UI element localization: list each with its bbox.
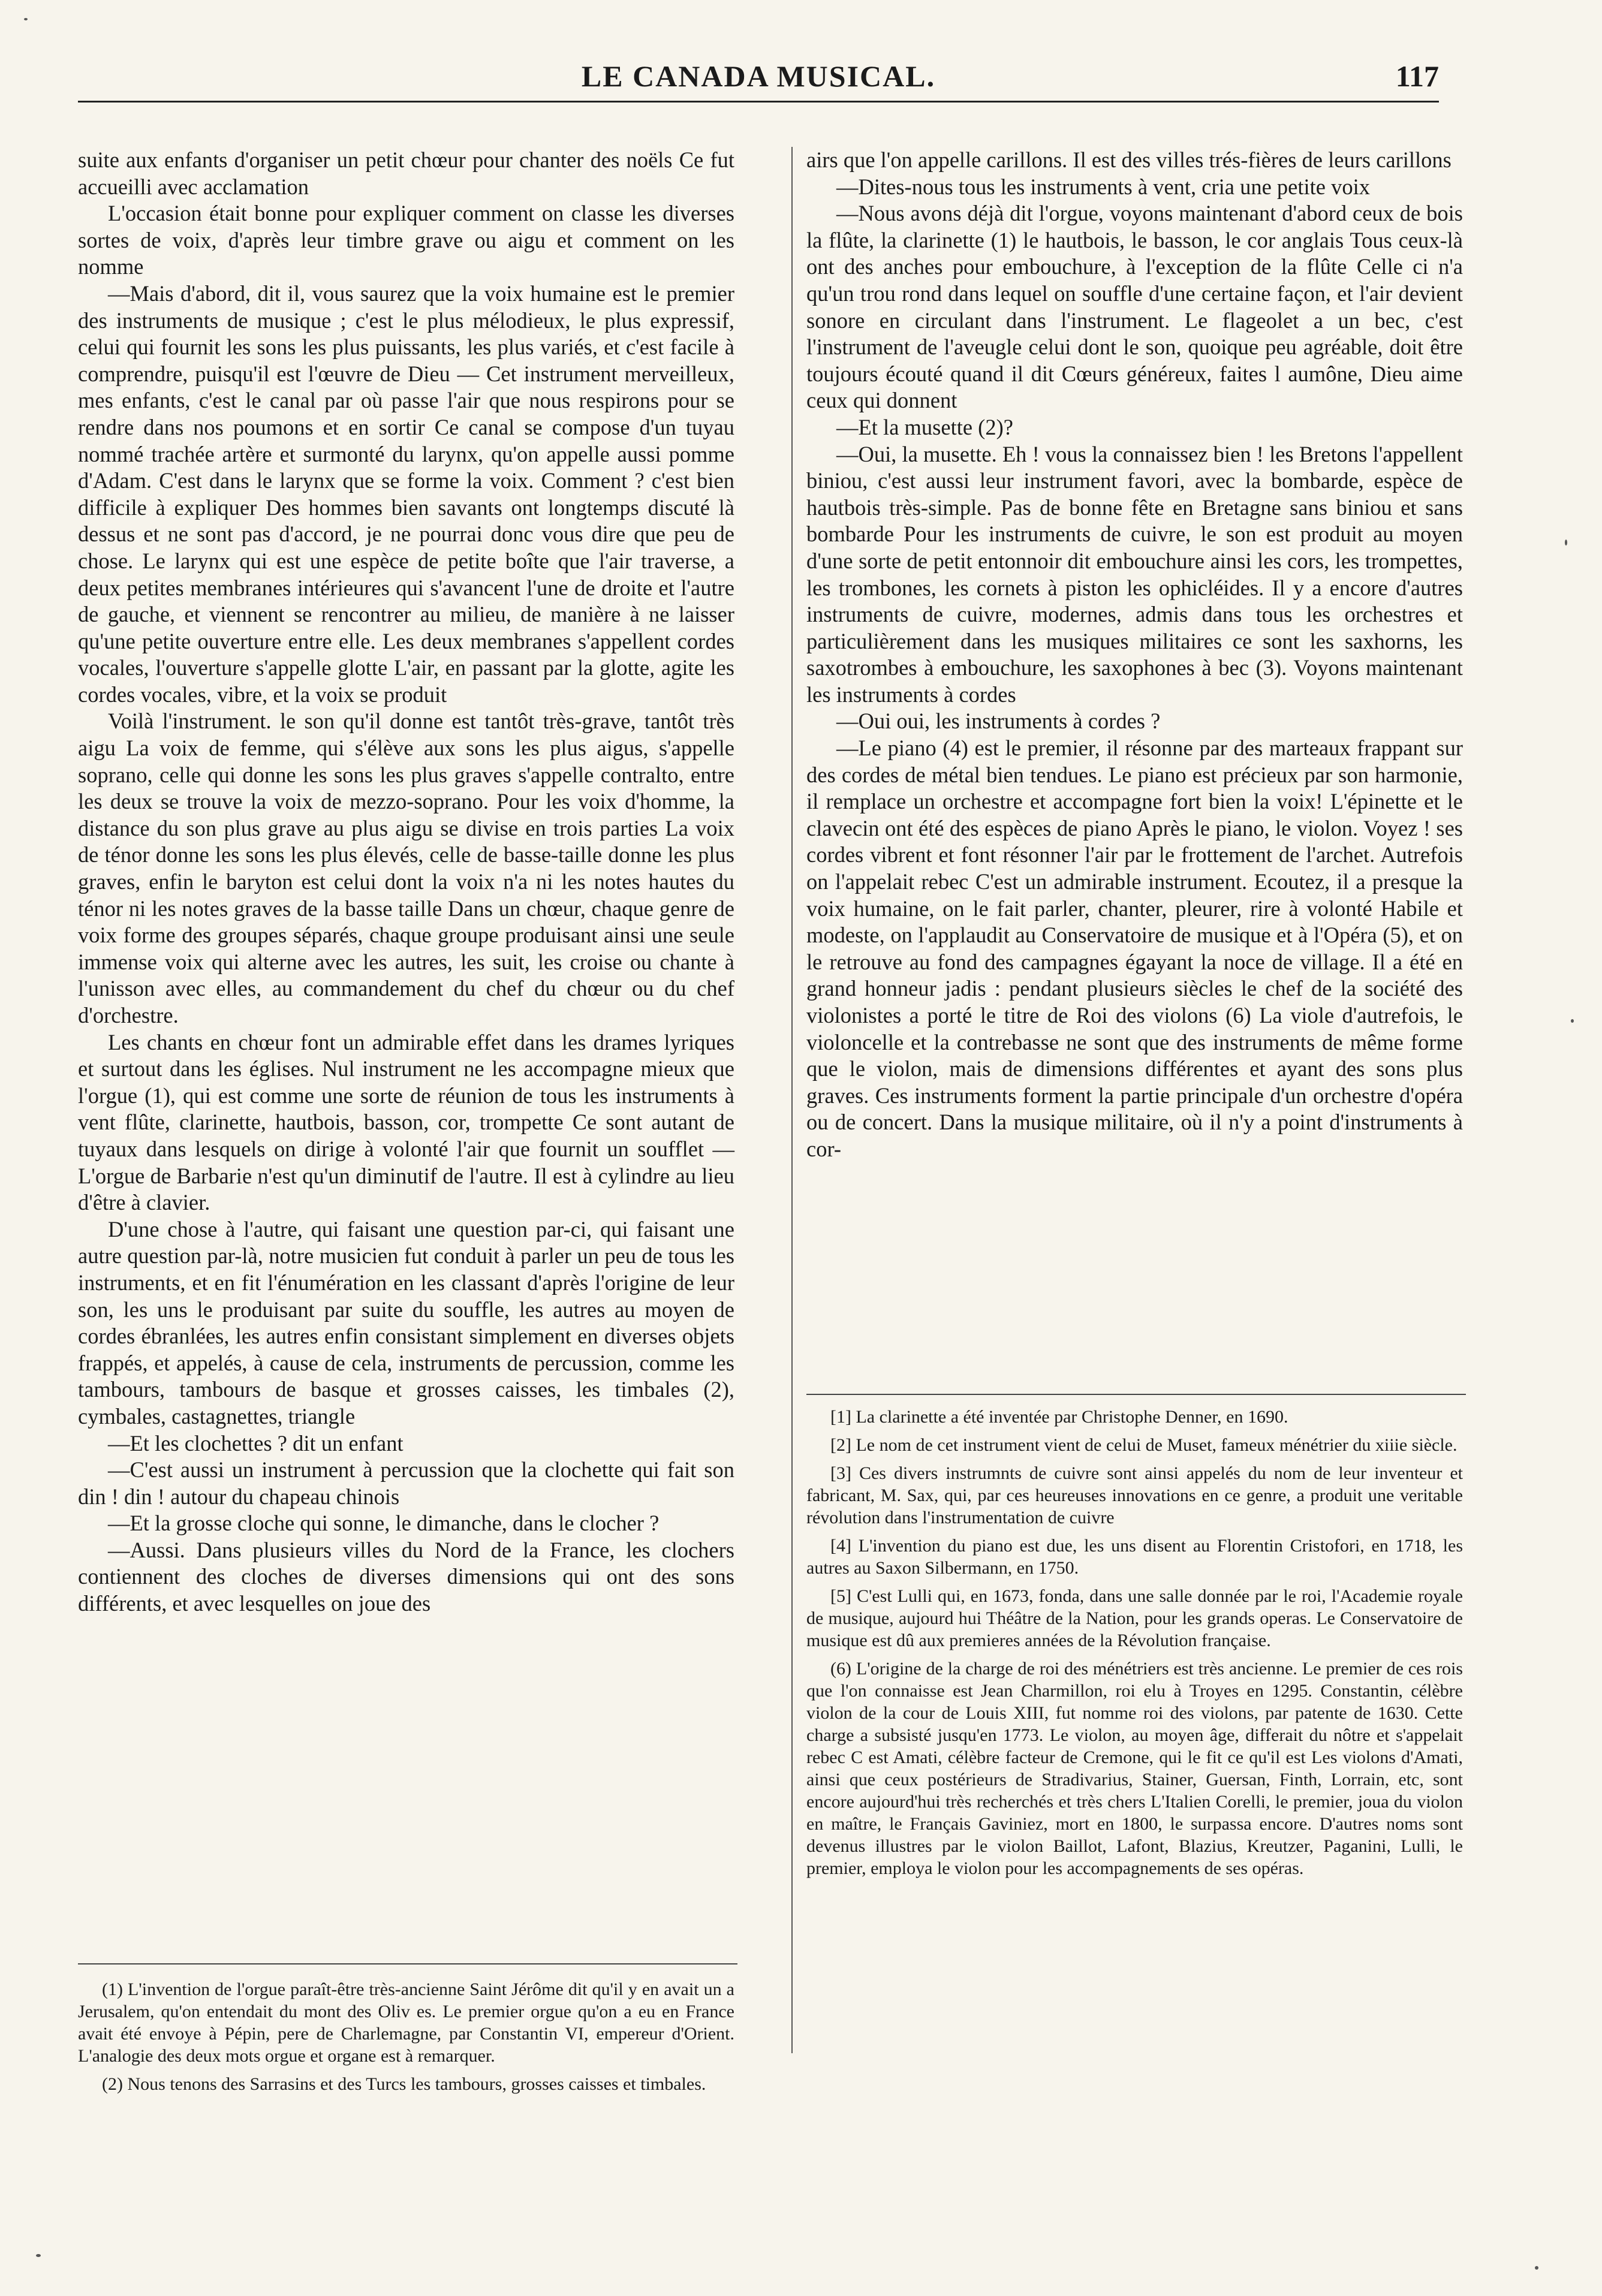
footnote: (6) L'origine de la charge de roi des ménétriers est très ancienne. Le premier de ces rois que l'on connaisse est Jean Charmillon, roi elu à Troyes en 1295. Constantin, célèbre violon de la cour de Louis XIII, fut nomme roi des violons, par patente de 1630. Cette charge a subsisté jusqu'en 1773. Le violon, au moyen âge, differait du nôtre et s'appelait rebec C est Amati, célèbre facteur de Cremone, qui le fit ce qu'il est Les violons d'Amati, ainsi que ceux postérieurs de Stradivarius, Stainer, Guersan, Finth, Lorrain, etc, sont encore aujourd'hui très recherchés et très chers L'Italien Corelli, le premier, joua du violon en maître, le Français Gaviniez, mort en 1800, le surpassa encore. D'autres noms sont devenus illustres par le violon Baillot, Lafont, Blazius, Kreutzer, Paganini, Lulli, le premier, employa le violon pour les accompagnements de ses opéras. [806, 1659, 1463, 1878]
footnote: [1] La clarinette a été inventée par Christophe Denner, en 1690. [830, 1407, 1288, 1427]
page-header [78, 53, 1439, 103]
right-footnotes [806, 1406, 1463, 1885]
footnote: [4] L'invention du piano est due, les uns disent au Florentin Cristofori, en 1718, les autres au Saxon Silbermann, en 1750. [806, 1536, 1463, 1578]
paragraph: —Et la grosse cloche qui sonne, le dimanche, dans le clocher ? [108, 1511, 660, 1536]
right-column [806, 147, 1463, 1163]
footnote-rule [806, 1394, 1466, 1395]
paragraph: —C'est aussi un instrument à percussion que la clochette qui fait son din ! din ! autour du chapeau chinois [78, 1457, 734, 1509]
column-divider [791, 147, 793, 2053]
footnote: (2) Nous tenons des Sarrasins et des Turcs les tambours, grosses caisses et timbales. [102, 2074, 706, 2094]
footnote-rule [78, 1963, 737, 1964]
paragraph: —Aussi. Dans plusieurs villes du Nord de la France, les clochers contiennent des cloches de diverses dimensions qui ont des sons différents, et avec lesquelles on joue des [78, 1537, 734, 1616]
paragraph: —Dites-nous tous les instruments à vent, cria une petite voix [836, 174, 1371, 199]
scan-speck [36, 2254, 41, 2257]
paragraph: Voilà l'instrument. le son qu'il donne est tantôt très-grave, tantôt très aigu La voix de femme, qui s'élève aux sons les plus aigus, s'appelle soprano, celle qui donne les sons les plus graves s'appelle contralto, entre les deux se trouve la voix de mezzo-soprano. Pour les voix d'homme, la distance du son plus grave au plus aigu se divise en trois parties La voix de ténor donne les sons les plus élevés, celle de basse-taille donne les plus graves, enfin le baryton est celui dont la voix n'a ni les notes hautes du ténor ni les notes graves de la basse taille Dans un chœur, chaque genre de voix forme des groupes séparés, chaque groupe produisant ainsi une seule immense voix qui alterne avec les autres, les suit, les croise ou chante à l'unisson avec elles, au commandement du chef du chœur ou du chef d'orchestre. [78, 709, 734, 1028]
paragraph: —Oui, la musette. Eh ! vous la connaissez bien ! les Bretons l'appellent biniou, c'est aussi leur instrument favori, avec la bombarde, espèce de hautbois très-simple. Pas de bonne fête en Bretagne sans biniou et sans bombarde Pour les instruments de cuivre, le son est produit au moyen d'une sorte de petit entonnoir dit embouchure ainsi les cors, les trompettes, les trombones, les cornets à piston les ophicléides. Il y a encore d'autres instruments de cuivre, modernes, admis dans tous les orchestres et particulièrement dans les musiques militaires ce sont les saxhorns, les saxotrombes à embouchure, les saxophones à bec (3). Voyons maintenant les instruments à cordes [806, 441, 1463, 707]
footnote: (1) L'invention de l'orgue paraît-être très-ancienne Saint Jérôme dit qu'il y en avait un a Jerusalem, qu'on entendait du mont des Oliv es. Le premier orgue qu'on a eu en France avait été envoye à Pépin, pere de Charlemagne, par Constantin VI, empereur d'Orient. L'analogie des deux mots orgue et organe est à remarquer. [78, 1979, 734, 2066]
paragraph: suite aux enfants d'organiser un petit chœur pour chanter des noëls Ce fut accueilli avec acclamation [78, 147, 734, 199]
page-number: 117 [1395, 59, 1439, 93]
paragraph: —Et la musette (2)? [836, 414, 1013, 439]
paragraph: Les chants en chœur font un admirable effet dans les drames lyriques et surtout dans les églises. Nul instrument ne les accompagne mieux que l'orgue (1), qui est comme une sorte de réunion de tous les instruments à vent flûte, clarinette, hautbois, basson, cor, trompette Ce sont autant de tuyaux dans lesquels on dirige à volonté l'air que fournit un soufflet —L'orgue de Barbarie n'est qu'un diminutif de l'autre. Il est à cylindre au lieu d'être à clavier. [78, 1029, 734, 1215]
paragraph: L'occasion était bonne pour expliquer comment on classe les diverses sortes de voix, d'après leur timbre grave ou aigu et comment on les nomme [78, 201, 734, 279]
scan-speck [24, 18, 28, 20]
paragraph: —Mais d'abord, dit il, vous saurez que la voix humaine est le premier des instruments de musique ; c'est le plus mélodieux, le plus expressif, celui qui fournit les sons les plus puissants, les plus variés, et c'est facile à comprendre, puisqu'il est l'œuvre de Dieu — Cet instrument merveilleux, mes enfants, c'est le canal par où passe l'air que nous respirons pour se rendre dans nos poumons et en sortir Ce canal se compose d'un tuyau nommé trachée artère et surmonté du larynx, qu'on appelle aussi pomme d'Adam. C'est dans le larynx que se forme la voix. Comment ? c'est bien difficile à expliquer Des hommes bien savants ont longtemps discuté là dessus et ne sont pas d'accord, je ne pourrai donc vous dire que peu de chose. Le larynx qui est une espèce de petite boîte que l'air traverse, a deux petites membranes intérieures qui s'avancent l'une de droite et l'autre de gauche, et viennent se rencontrer au milieu, de manière à ne laisser qu'une petite ouverture entre elle. Les deux membranes s'appellent cordes vocales, l'ouverture s'appelle glotte L'air, en passant par la glotte, agite les cordes vocales, vibre, et la voix se produit [78, 281, 734, 707]
scan-speck [1571, 1019, 1574, 1023]
footnote: [3] Ces divers instrumnts de cuivre sont ainsi appelés du nom de leur inventeur et fabricant, M. Sax, qui, par ces heureuses innovations en ce genre, a produit une veritable révolution dans l'instrumentation de cuivre [806, 1463, 1463, 1527]
scan-speck [1535, 2266, 1538, 2270]
footnote: [2] Le nom de cet instrument vient de celui de Muset, fameux ménétrier du xiiie siècle. [830, 1435, 1458, 1455]
paragraph: D'une chose à l'autre, qui faisant une question par-ci, qui faisant une autre question par-là, notre musicien fut conduit à parler un peu de tous les instruments, et en fit l'énumération en les classant d'après l'origine de leur son, les uns le produisant par suite du souffle, les autres au moyen de cordes ébranlées, les autres enfin consistant simplement en diverses objets frappés, et appelés, à cause de cela, instruments de percussion, comme les tambours, tambours de basque et grosses caisses, les timbales (2), cymbales, castagnettes, triangle [78, 1216, 734, 1429]
left-footnotes [78, 1978, 734, 2101]
paragraph: airs que l'on appelle carillons. Il est des villes trés-fières de leurs carillons [806, 147, 1452, 172]
paragraph: —Oui oui, les instruments à cordes ? [836, 709, 1161, 734]
paragraph: —Et les clochettes ? dit un enfant [108, 1430, 403, 1456]
paragraph: —Nous avons déjà dit l'orgue, voyons maintenant d'abord ceux de bois la flûte, la clarinette (1) le hautbois, le basson, le cor anglais Tous ceux-là ont des anches pour embouchure, à l'exception de la flûte Celle ci n'a qu'un trou rond dans lequel on souffle d'une certaine façon, et l'air devient sonore en circulant dans l'instrument. Le flageolet a un bec, c'est l'instrument de l'aveugle celui dont le son, quoique peu agréable, doit être toujours écouté quand il dit Cœurs généreux, faites l aumône, Dieu aime ceux qui donnent [806, 201, 1463, 413]
paragraph: —Le piano (4) est le premier, il résonne par des marteaux frappant sur des cordes de métal bien tendues. Le piano est précieux par son harmonie, il remplace un orchestre et accompagne fort bien la voix! L'épinette et le clavecin ont été des espèces de piano Après le piano, le violon. Voyez ! ses cordes vibrent et font résonner l'air par le frottement de l'archet. Autrefois on l'appelait rebec C'est un admirable instrument. Ecoutez, il a presque la voix humaine, on le fait parler, chanter, pleurer, rire à volonté Habile et modeste, on l'applaudit au Conservatoire de musique et à l'Opéra (5), et on le retrouve au fond des campagnes égayant la noce de village. Il a été en grand honneur jadis : pendant plusieurs siècles le chef de la société des violonistes a porté le titre de Roi des violons (6) La viole d'autrefois, le violoncelle et la contrebasse ne sont que des instruments de même forme que le violon, mais de dimensions différentes et ayant des sons plus graves. Ces instruments forment la partie principale d'un orchestre d'opéra ou de concert. Dans la musique militaire, où il n'y a point d'instruments à cor- [806, 736, 1463, 1161]
footnote: [5] C'est Lulli qui, en 1673, fonda, dans une salle donnée par le roi, l'Academie royale de musique, aujourd hui Théâtre de la Nation, pour les grands operas. Le Conservatoire de musique est dû aux premieres années de la Révolution française. [806, 1586, 1463, 1650]
left-column [78, 147, 734, 1617]
scan-speck [1565, 540, 1567, 546]
masthead-title: LE CANADA MUSICAL. [581, 59, 936, 93]
